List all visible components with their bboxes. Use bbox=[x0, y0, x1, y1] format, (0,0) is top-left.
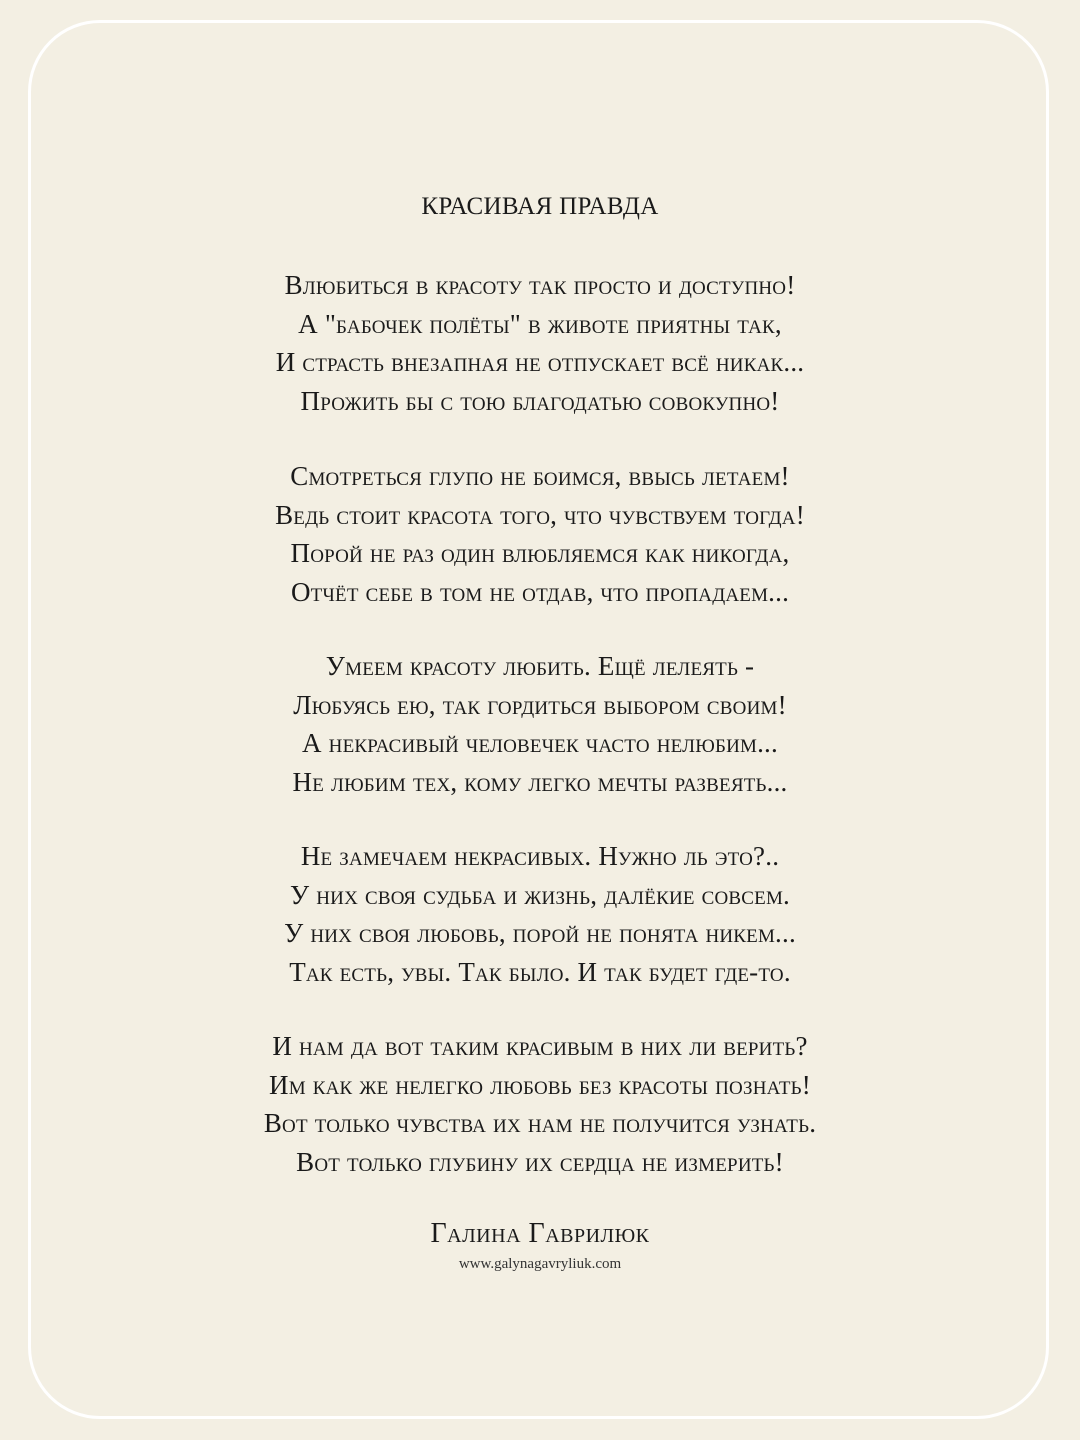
verse-line: И нам да вот таким красивым в них ли верить? bbox=[272, 1031, 808, 1061]
stanza-3 bbox=[0, 647, 1080, 801]
stanza-1 bbox=[0, 266, 1080, 420]
verse-line: Ведь стоит красота того, что чувствуем тогда! bbox=[275, 499, 805, 530]
stanza-2 bbox=[0, 457, 1080, 611]
verse-line: Отчёт себе в том не отдав, что пропадаем... bbox=[290, 576, 790, 607]
verse-line: Так есть, увы. Так было. И так будет где-то. bbox=[289, 956, 791, 987]
verse-line: Им как же нелегко любовь без красоты познать! bbox=[269, 1069, 811, 1100]
verse-line: Влюбиться в красоту так просто и доступно! bbox=[284, 270, 796, 300]
verse-line: У них своя судьба и жизнь, далёкие совсем. bbox=[289, 879, 791, 910]
verse-line: Умеем красоту любить. Ещё лелеять - bbox=[325, 651, 755, 681]
verse-line: Смотреться глупо не боимся, ввысь летаем! bbox=[290, 461, 790, 491]
verse-line: Вот только глубину их сердца не измерить! bbox=[296, 1146, 784, 1177]
verse-line: У них своя любовь, порой не понята никем... bbox=[284, 918, 796, 948]
author-name: Галина Гаврилюк bbox=[430, 1218, 650, 1249]
verse-line: И страсть внезапная не отпускает всё никак... bbox=[275, 347, 805, 377]
verse-line: Не любим тех, кому легко мечты развеять... bbox=[292, 766, 788, 797]
poem-title: КРАСИВАЯ ПРАВДА bbox=[421, 193, 659, 220]
verse-line: Порой не раз один влюбляемся как никогда, bbox=[290, 538, 790, 568]
verse-line: А "бабочек полёты" в животе приятны так, bbox=[298, 308, 782, 339]
verse-line: Прожить бы с тою благодатью совокупно! bbox=[300, 385, 780, 416]
stanza-4 bbox=[0, 837, 1080, 991]
verse-line: Любуясь ею, так гордиться выбором своим! bbox=[293, 689, 787, 720]
verse-line: Вот только чувства их нам не получится узнать. bbox=[263, 1108, 817, 1138]
author-website: www.galynagavryliuk.com bbox=[458, 1256, 622, 1272]
verse-line: Не замечаем некрасивых. Нужно ль это?.. bbox=[300, 841, 780, 871]
stanza-5 bbox=[0, 1027, 1080, 1181]
verse-line: А некрасивый человечек часто нелюбим... bbox=[302, 728, 778, 758]
